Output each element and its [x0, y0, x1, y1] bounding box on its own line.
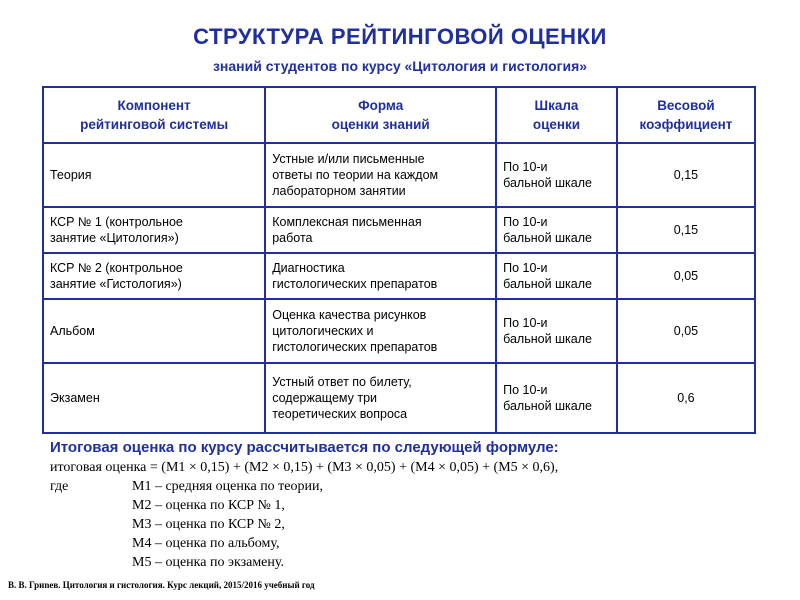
definition-list: [132, 477, 323, 496]
cell-component: Экзамен: [43, 363, 265, 433]
cell-component: КСР № 2 (контрольное занятие «Гистология»): [43, 253, 265, 299]
definition-item: М3 – оценка по КСР № 2,: [132, 517, 285, 532]
definition-item: М2 – оценка по КСР № 1,: [132, 498, 285, 513]
cell-component: Альбом: [43, 299, 265, 363]
cell-scale: По 10-и бальной шкале: [496, 253, 617, 299]
cell-weight: 0,15: [617, 143, 755, 207]
header-weight: Весовой коэффициент: [617, 87, 755, 143]
definition-item: М1 – средняя оценка по теории,: [132, 479, 323, 494]
table-header-row: [43, 87, 755, 143]
slide-footer: В. В. Гриnев. Цитология и гистология. Курс лекций, 2015/2016 учебный год: [8, 580, 315, 590]
cell-form: Устные и/или письменные ответы по теории на каждом лабораторном занятии: [265, 143, 496, 207]
cell-scale: По 10-и бальной шкале: [496, 363, 617, 433]
formula-heading: Итоговая оценка по курсу рассчитывается по следующей формуле:: [50, 439, 559, 456]
cell-form: Оценка качества рисунков цитологических и гистологических препаратов: [265, 299, 496, 363]
cell-weight: 0,15: [617, 207, 755, 253]
cell-form: Диагностика гистологических препаратов: [265, 253, 496, 299]
cell-form: Устный ответ по билету, содержащему три теоретических вопроса: [265, 363, 496, 433]
definition-item: М5 – оценка по экзамену.: [132, 555, 284, 570]
table-row: [43, 299, 755, 363]
header-form: Форма оценки знаний: [265, 87, 496, 143]
table-row: [43, 253, 755, 299]
table-row: [43, 363, 755, 433]
cell-form: Комплексная письменная работа: [265, 207, 496, 253]
cell-scale: По 10-и бальной шкале: [496, 143, 617, 207]
slide-subtitle: знаний студентов по курсу «Цитология и гистология»: [212, 58, 588, 74]
cell-weight: 0,6: [617, 363, 755, 433]
cell-component: Теория: [43, 143, 265, 207]
rating-table: [42, 86, 756, 434]
definition-item: М4 – оценка по альбому,: [132, 536, 280, 551]
formula-section: [50, 438, 770, 572]
cell-component: КСР № 1 (контрольное занятие «Цитология»): [43, 207, 265, 253]
where-label: где: [50, 479, 69, 494]
formula-definitions: [50, 477, 770, 496]
definition-list-rest: [50, 496, 770, 572]
header-component: Компонент рейтинговой системы: [43, 87, 265, 143]
cell-scale: По 10-и бальной шкале: [496, 299, 617, 363]
cell-weight: 0,05: [617, 253, 755, 299]
cell-weight: 0,05: [617, 299, 755, 363]
formula-expression: итоговая оценка = (М1 × 0,15) + (М2 × 0,15) + (М3 × 0,05) + (М4 × 0,05) + (М5 × 0,6),: [50, 460, 559, 475]
table-row: [43, 207, 755, 253]
slide-title: СТРУКТУРА РЕЙТИНГОВОЙ ОЦЕНКИ: [193, 24, 607, 49]
header-scale: Шкала оценки: [496, 87, 617, 143]
table-row: [43, 143, 755, 207]
cell-scale: По 10-и бальной шкале: [496, 207, 617, 253]
